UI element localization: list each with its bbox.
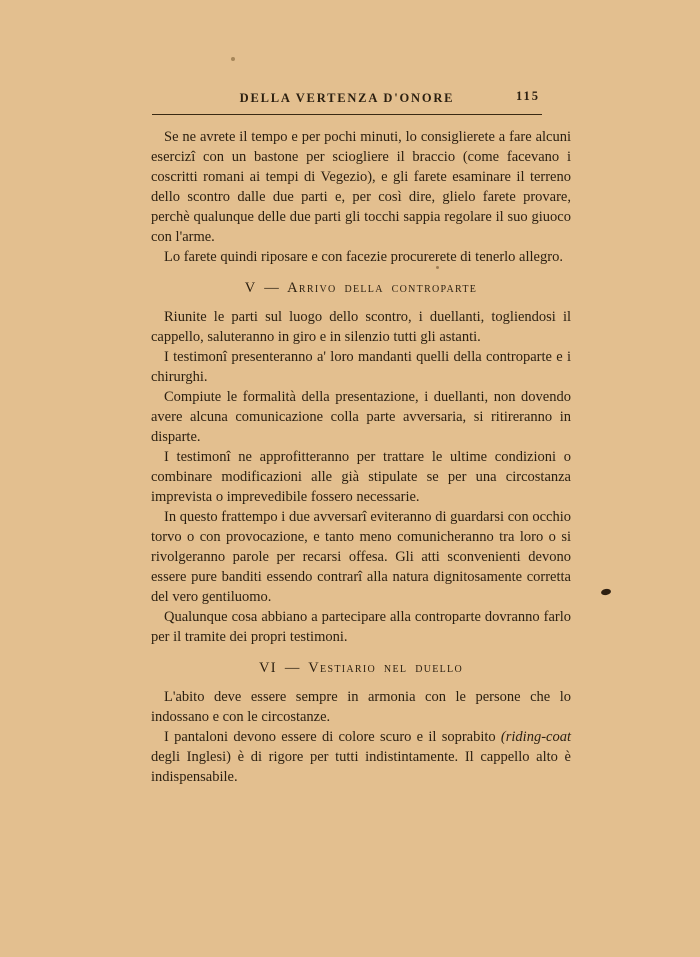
paragraph-4: I testimonî presenteranno a' loro mandanti quelli della controparte e i chirurghi. bbox=[151, 349, 571, 385]
paragraph-1: Se ne avrete il tempo e per pochi minuti, lo consiglierete a fare alcuni esercizî con un bastone per sciogliere il braccio (come facevano i coscritti romani ai tempi di Vegezio), e gli farete esaminare il terreno dello scontro dalle due parti e, per così dire, glielo farete provare, perchè qualunque delle due parti gli tocchi sappia regolare il suo giuoco con l'arme. bbox=[151, 129, 571, 245]
running-title: DELLA VERTENZA D'ONORE bbox=[239, 91, 455, 105]
paragraph-10-lead: I pantaloni devono essere di colore scuro e il soprabito bbox=[164, 729, 501, 745]
paragraph-3: Riunite le parti sul luogo dello scontro, i duellanti, togliendosi il cappello, saluteranno in giro e in silenzio tutti gli astanti. bbox=[151, 309, 571, 345]
paragraph-8: Qualunque cosa abbiano a partecipare alla controparte dovranno farlo per il tramite dei propri testimoni. bbox=[151, 609, 571, 645]
paragraph-10 bbox=[151, 727, 571, 787]
paragraph-9: L'abito deve essere sempre in armonia con le persone che lo indossano e con le circostanze. bbox=[151, 689, 571, 725]
paragraph-2: Lo farete quindi riposare e con facezie procurerete di tenerlo allegro. bbox=[164, 249, 563, 265]
text-block bbox=[151, 127, 571, 787]
paragraph-7: In questo frattempo i due avversarî eviteranno di guardarsi con occhio torvo o con provocazione, e tanto meno comunicheranno tra loro o si rivolgeranno parole per recarsi offesa. Gli atti sconvenienti devono essere pure banditi essendo contrarî alla natura dignitosamente corretta del vero gentiluomo. bbox=[151, 509, 571, 605]
ink-speck bbox=[436, 266, 439, 269]
page-number: 115 bbox=[515, 89, 540, 103]
running-header bbox=[152, 89, 542, 115]
paragraph-6: I testimonî ne approfitteranno per trattare le ultime condizioni o combinare modificazioni alle già stipulate se per una circostanza imprevista o imprevedibile fossero necessarie. bbox=[151, 449, 571, 505]
section-heading-vi: VI — Vestiario nel duello bbox=[259, 660, 463, 676]
paragraph-10-tail: degli Inglesi) è di rigore per tutti indistintamente. Il cappello alto è indispensabile. bbox=[151, 749, 571, 785]
section-heading-v: V — Arrivo della controparte bbox=[244, 280, 478, 296]
ink-speck bbox=[231, 57, 235, 61]
ink-speck bbox=[601, 588, 612, 596]
paragraph-5: Compiute le formalità della presentazione, i duellanti, non dovendo avere alcuna comunicazione colla parte avversaria, si ritireranno in disparte. bbox=[151, 389, 571, 445]
riding-coat-italic: (riding-coat bbox=[500, 729, 571, 745]
